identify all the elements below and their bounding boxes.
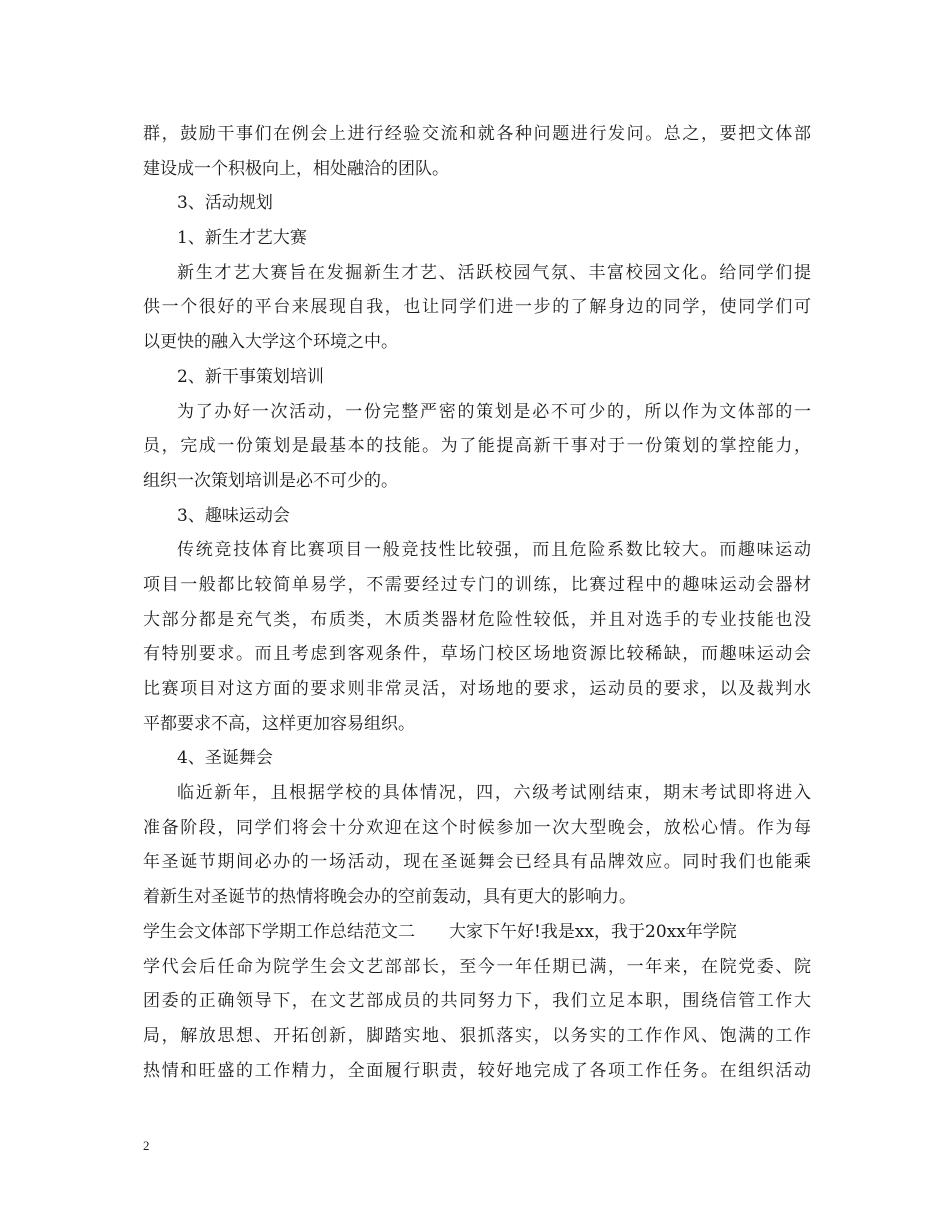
text-line: 供一个很好的平台来展现自我，也让同学们进一步的了解身边的同学，使同学们可 bbox=[143, 297, 811, 318]
text-line: 建设成一个积极向上，相处融洽的团队。 bbox=[143, 158, 449, 179]
text-line: 传统竞技体育比赛项目一般竞技性比较强，而且危险系数比较大。而趣味运动 bbox=[177, 540, 811, 561]
text-line: 有特别要求。而且考虑到客观条件，草场门校区场地资源比较稀缺，而趣味运动会 bbox=[143, 644, 811, 665]
text-line: 学生会文体部下学期工作总结范文二 大家下午好!我是xx，我于20xx年学院 bbox=[143, 921, 737, 942]
text-line: 群，鼓励干事们在例会上进行经验交流和就各种问题进行发问。总之，要把文体部 bbox=[143, 124, 811, 144]
subsection-heading: 2、新干事策划培训 bbox=[177, 366, 324, 387]
subsection-heading: 4、圣诞舞会 bbox=[177, 748, 273, 769]
section-heading: 3、活动规划 bbox=[177, 193, 273, 214]
page-number: 2 bbox=[143, 1138, 150, 1153]
text-line: 新生才艺大赛旨在发掘新生才艺、活跃校园气氛、丰富校园文化。给同学们提 bbox=[177, 262, 811, 283]
text-line: 平都要求不高，这样更加容易组织。 bbox=[143, 713, 415, 734]
text-line: 热情和旺盛的工作精力，全面履行职责，较好地完成了各项工作任务。在组织活动 bbox=[143, 1060, 811, 1081]
text-line: 组织一次策划培训是必不可少的。 bbox=[143, 470, 398, 491]
text-line: 年圣诞节期间必办的一场活动，现在圣诞舞会已经具有品牌效应。同时我们也能乘 bbox=[143, 852, 811, 873]
text-line: 团委的正确领导下，在文艺部成员的共同努力下，我们立足本职，围绕信管工作大 bbox=[143, 991, 811, 1012]
text-line: 着新生对圣诞节的热情将晚会办的空前轰动，具有更大的影响力。 bbox=[143, 887, 636, 908]
text-line: 比赛项目对这方面的要求则非常灵活，对场地的要求，运动员的要求，以及裁判水 bbox=[143, 679, 811, 699]
text-line: 准备阶段，同学们将会十分欢迎在这个时候参加一次大型晚会，放松心情。作为每 bbox=[143, 817, 811, 838]
text-line: 为了办好一次活动，一份完整严密的策划是必不可少的，所以作为文体部的一 bbox=[177, 401, 811, 422]
subsection-heading: 1、新生才艺大赛 bbox=[177, 228, 307, 249]
text-line: 学代会后任命为院学生会文艺部部长，至今一年任期已满，一年来，在院党委、院 bbox=[143, 956, 811, 977]
text-line: 员，完成一份策划是最基本的技能。为了能提高新干事对于一份策划的掌控能力， bbox=[143, 436, 811, 457]
subsection-heading: 3、趣味运动会 bbox=[177, 505, 290, 526]
text-line: 临近新年，且根据学校的具体情况，四，六级考试刚结束，期末考试即将进入 bbox=[177, 783, 811, 804]
document-body bbox=[143, 117, 811, 1088]
text-line: 项目一般都比较简单易学，不需要经过专门的训练，比赛过程中的趣味运动会器材 bbox=[143, 574, 811, 595]
text-line: 大部分都是充气类，布质类，木质类器材危险性较低，并且对选手的专业技能也没 bbox=[143, 609, 811, 630]
text-line: 以更快的融入大学这个环境之中。 bbox=[143, 332, 398, 353]
text-line: 局，解放思想、开拓创新，脚踏实地、狠抓落实，以务实的工作作风、饱满的工作 bbox=[143, 1025, 811, 1046]
